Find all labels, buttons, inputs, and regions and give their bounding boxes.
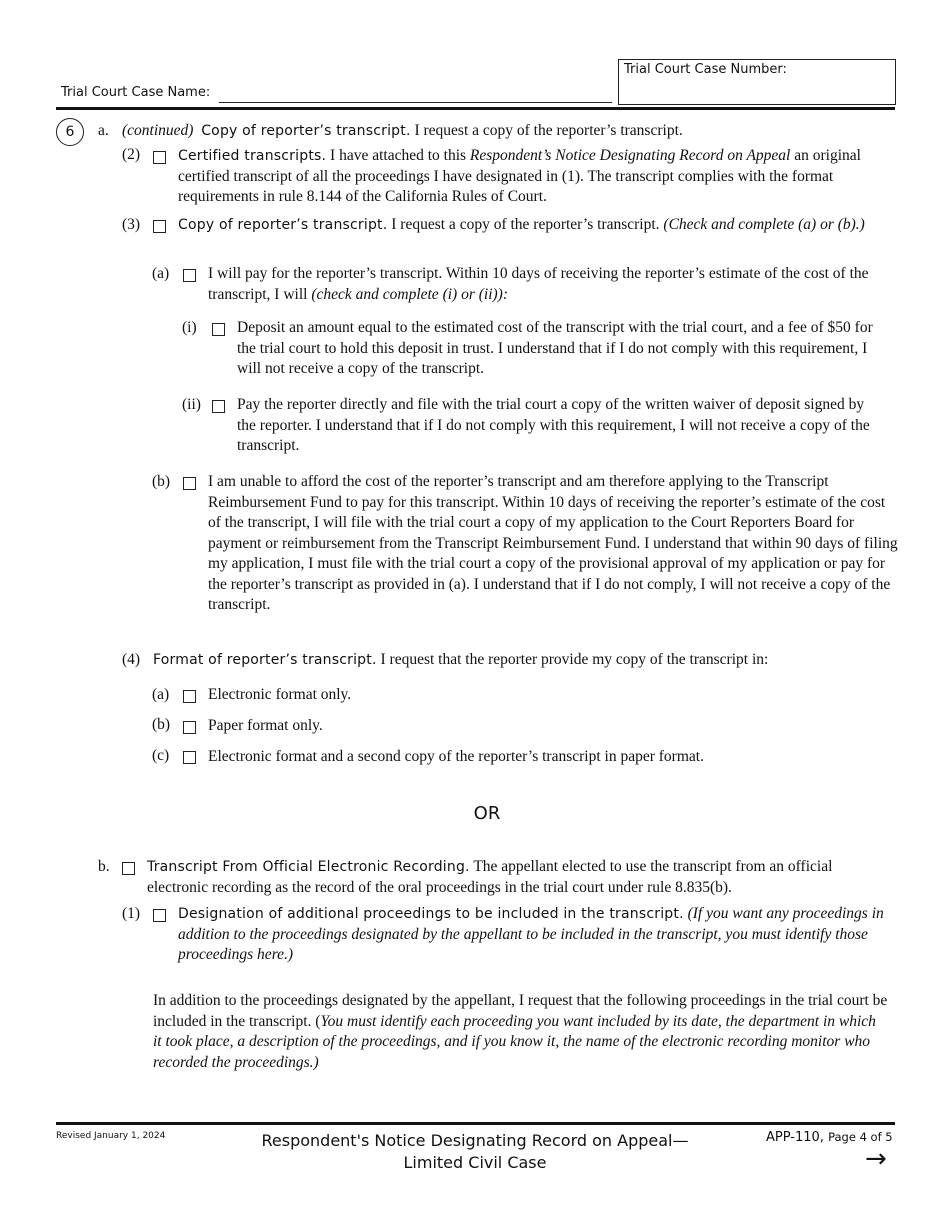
b1-request-paragraph <box>153 991 888 1073</box>
case-name-field[interactable] <box>219 102 612 103</box>
p3b-text: I am unable to afford the cost of the reporter’s transcript and am therefore applying to the Transcript Reimbursement Fund to pay for this transcript. Within 10 days of receiving the reporter’s estimate of the cost of the transcript, I will file with the trial court a copy of my application to the Court Reporters Board for payment or reimbursement from the Transcript Reimbursement Fund. I understand that within 90 days of filing my application, I must file with the trial court a copy of the provisional approval of my application or pay for the reporter’s transcript as provided in (a). I understand that if I do not comply, I will not receive a copy of the transcript. <box>208 473 898 613</box>
continued-text: (continued) <box>122 122 194 139</box>
p4-heading: Format of reporter’s transcript. <box>153 652 377 668</box>
footer-rule <box>56 1122 895 1125</box>
p3aii-text: Pay the reporter directly and file with the trial court a copy of the written waiver of deposit signed by the reporter. I understand that if I do not comply with this requirement, I will not receive a copy of the transcript. <box>237 396 870 454</box>
p3-paragraph <box>178 215 898 236</box>
b1-italic: (If you want any proceedings in addition to the proceedings designated by the appellant to be included in the transcript, you must identify those proceedings here.) <box>178 905 884 963</box>
item-a-line <box>122 121 902 142</box>
p4a-checkbox[interactable] <box>183 690 196 703</box>
b1-heading: Designation of additional proceedings to be included in the transcript. <box>178 906 684 922</box>
p4c-text: Electronic format and a second copy of the reporter’s transcript in paper format. <box>208 748 704 765</box>
p3b-checkbox[interactable] <box>183 477 196 490</box>
p3-heading: Copy of reporter’s transcript. <box>178 217 388 233</box>
item-a-label: a. <box>98 122 109 139</box>
footer-title-line2: Limited Civil Case <box>403 1153 547 1172</box>
p4b-checkbox[interactable] <box>183 721 196 734</box>
p3aii-number: (ii) <box>182 396 201 413</box>
b1-request-italic: You must identify each proceeding you want included by its date, the department in which it took place, a description of the proceedings, and if you know it, the name of the electronic recording monitor who recorded the proceedings.) <box>153 1012 876 1071</box>
p3ai-checkbox[interactable] <box>212 323 225 336</box>
p4a-text: Electronic format only. <box>208 686 352 703</box>
b1-checkbox[interactable] <box>153 909 166 922</box>
case-name-label: Trial Court Case Name: <box>61 85 211 100</box>
item-b-heading: Transcript From Official Electronic Recording. <box>147 859 470 875</box>
page-number: Page 4 of 5 <box>828 1130 893 1144</box>
revised-date: Revised January 1, 2024 <box>56 1131 166 1141</box>
p3a-paragraph <box>208 264 898 305</box>
item-a-heading: Copy of reporter’s transcript. <box>201 123 411 139</box>
item-b-text: The appellant elected to use the transcript from an official electronic recording as the record of the oral proceedings in the trial court under rule 8.835(b). <box>147 858 833 896</box>
footer-title <box>220 1130 730 1174</box>
item-a-text: I request a copy of the reporter’s transcript. <box>414 122 683 139</box>
p3aii-checkbox[interactable] <box>212 400 225 413</box>
p4-paragraph <box>153 650 898 671</box>
footer-title-line1: Respondent's Notice Designating Record on Appeal— <box>261 1131 689 1150</box>
p3-text: I request a copy of the reporter’s transcript. <box>391 216 660 233</box>
header-rule <box>56 107 895 110</box>
p3a-number: (a) <box>152 265 170 282</box>
p2-checkbox[interactable] <box>153 151 166 164</box>
p3-italic: (Check and complete (a) or (b).) <box>663 216 865 233</box>
p4a-number: (a) <box>152 686 170 703</box>
b1-paragraph <box>178 904 898 966</box>
p3ai-number: (i) <box>182 319 197 336</box>
case-number-label: Trial Court Case Number: <box>624 62 787 77</box>
b1-request-text: In addition to the proceedings designated by the appellant, I request that the following proceedings in the trial court be included in the transcript. ( <box>153 992 888 1030</box>
p4b-number: (b) <box>152 716 171 733</box>
p3-checkbox[interactable] <box>153 220 166 233</box>
p3a-text: I will pay for the reporter’s transcript. Within 10 days of receiving the reporter’s estimate of the cost of the transcript, I will <box>208 265 869 303</box>
p4-number: (4) <box>122 651 141 668</box>
p2-text1: I have attached to this <box>330 147 467 164</box>
p4-text: I request that the reporter provide my copy of the transcript in: <box>380 651 769 668</box>
p4c-checkbox[interactable] <box>183 751 196 764</box>
p4c-number: (c) <box>152 747 170 764</box>
item-b-checkbox[interactable] <box>122 862 135 875</box>
p2-heading: Certified transcripts. <box>178 148 327 164</box>
or-divider: OR <box>473 803 501 824</box>
item-b-label: b. <box>98 858 110 875</box>
form-id-text: APP-110, <box>766 1130 824 1145</box>
p3b-number: (b) <box>152 473 171 490</box>
p2-text2: an original certified transcript of all the proceedings I have designated in (1). The transcript complies with the format requirements in rule 8.144 of the California Rules of Court. <box>178 147 861 205</box>
next-page-arrow-icon[interactable]: → <box>865 1144 887 1174</box>
p4b-text: Paper format only. <box>208 717 323 734</box>
p2-paragraph <box>178 146 898 208</box>
p3-number: (3) <box>122 216 141 233</box>
p2-number: (2) <box>122 146 141 163</box>
p2-italic: Respondent’s Notice Designating Record on Appeal <box>469 147 791 164</box>
p3ai-text: Deposit an amount equal to the estimated cost of the transcript with the trial court, and a fee of $50 for the trial court to hold this deposit in trust. I understand that if I do not comply with this requirement, I will not receive a copy of the transcript. <box>237 319 873 377</box>
p3a-checkbox[interactable] <box>183 269 196 282</box>
item-b-paragraph <box>147 857 887 898</box>
b1-number: (1) <box>122 905 141 922</box>
item-number: 6 <box>56 118 84 146</box>
form-id <box>766 1130 893 1145</box>
p3a-italic: (check and complete (i) or (ii)): <box>311 285 508 303</box>
